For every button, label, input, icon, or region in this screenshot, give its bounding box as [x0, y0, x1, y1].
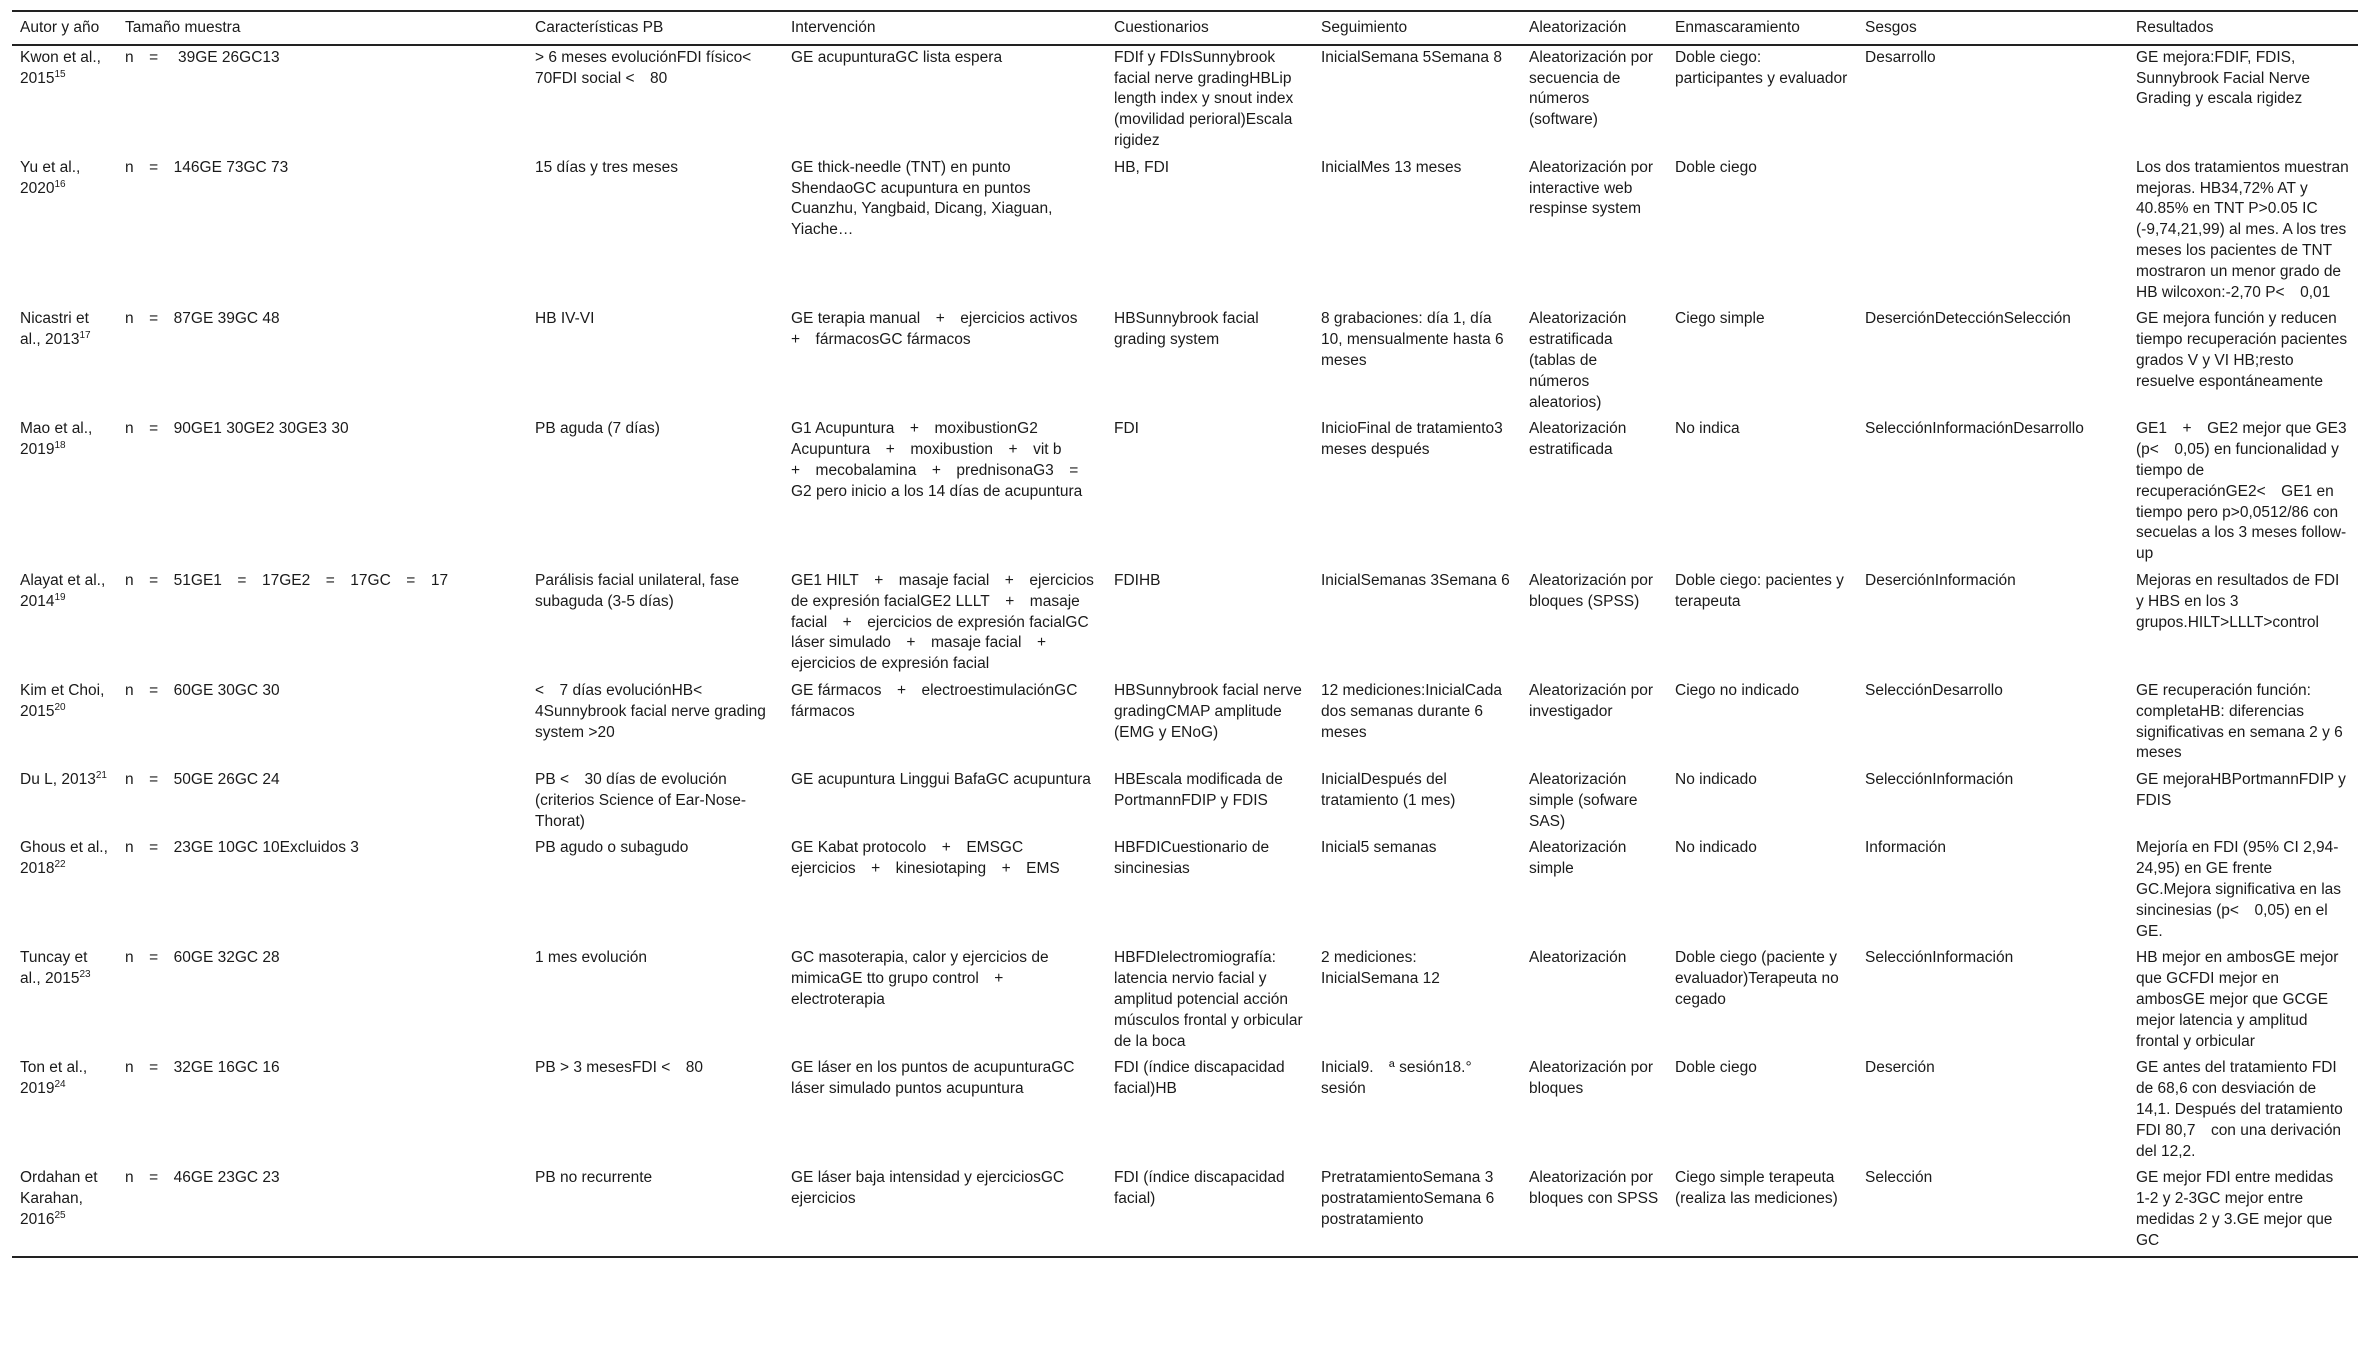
header-author: Autor y año — [20, 19, 100, 36]
header-intervention: Intervención — [791, 19, 876, 36]
cell-followup: InicioFinal de tratamiento3 meses después — [1321, 420, 1503, 459]
cell-pb: 15 días y tres meses — [535, 158, 679, 176]
cell-followup: 2 mediciones: InicialSemana 12 — [1321, 949, 1440, 988]
cell-followup: InicialMes 13 meses — [1321, 158, 1462, 176]
cell-intervention: GE terapia manual + ejercicios activos + fármacosGC fármacos — [791, 310, 1093, 349]
cell-results: GE recuperación función: completaHB: diferencias significativas en semana 2 y 6 meses — [2136, 681, 2343, 762]
cell-pb: PB no recurrente — [535, 1169, 653, 1187]
cell-intervention: GE láser baja intensidad y ejerciciosGC ejercicios — [791, 1169, 1065, 1208]
cell-bias: Deserción — [1865, 1059, 1935, 1077]
header-results: Resultados — [2136, 19, 2214, 36]
cell-intervention: G1 Acupuntura + moxibustionG2 Acupuntura + moxibustion + vit b + mecobalamina + prednisonaG3 = G2 pero inicio a los 14 días de acupuntura — [791, 420, 1094, 500]
cell-sample: n = 23GE 10GC 10Excluidos 3 — [125, 839, 359, 857]
cell-randomization: Aleatorización por bloques — [1529, 1059, 1654, 1098]
cell-results: GE1 + GE2 mejor que GE3 (p< 0,05) en funcionalidad y tiempo de recuperaciónGE2< GE1 en tiempo pero p>0,0512/86 con secuelas a los 3 meses follow-up — [2136, 420, 2347, 563]
studies-table — [12, 10, 2358, 1258]
cell-questionnaires: FDIHB — [1114, 571, 1161, 589]
table-row — [12, 569, 2358, 679]
cell-results: HB mejor en ambosGE mejor que GCFDI mejor en ambosGE mejor que GCGE mejor latencia y amplitud frontal y orbicular — [2136, 949, 2339, 1050]
cell-results: Los dos tratamientos muestran mejoras. HB34,72% AT y 40.85% en TNT P>0.05 IC (-9,74,21,99) al mes. A los tres meses los pacientes de TNT mostraron un menor grado de HB wilcoxon:-2,70 P< 0,01 — [2136, 158, 2349, 301]
cell-author: Mao et al., 2019$^{18}$ — [20, 420, 93, 459]
cell-intervention: GC masoterapia, calor y ejercicios de mimicaGE tto grupo control + electroterapia — [791, 949, 1049, 1009]
cell-questionnaires: FDI — [1114, 420, 1139, 438]
cell-randomization: Aleatorización por bloques (SPSS) — [1529, 571, 1654, 610]
cell-sample: n = 60GE 30GC 30 — [125, 681, 280, 699]
header-sample: Tamaño muestra — [125, 19, 241, 36]
cell-sample: n = 32GE 16GC 16 — [125, 1059, 280, 1077]
cell-questionnaires: HBEscala modificada de PortmannFDIP y FDIS — [1114, 771, 1283, 809]
cell-questionnaires: HB, FDI — [1114, 158, 1170, 176]
cell-randomization: Aleatorización simple (sofware SAS) — [1529, 771, 1638, 830]
cell-bias: Información — [1865, 839, 1946, 857]
cell-masking: No indica — [1675, 420, 1740, 438]
cell-bias: Selección — [1865, 1169, 1933, 1187]
table-row — [12, 836, 2358, 946]
cell-questionnaires: FDIf y FDIsSunnybrook facial nerve gradingHBLip length index y snout index (movilidad perioral)Escala rigidez — [1114, 48, 1294, 149]
cell-author: Ton et al., 2019$^{24}$ — [20, 1059, 88, 1098]
table-row — [12, 1056, 2358, 1166]
cell-results: Mejoría en FDI (95% CI 2,94-24,95) en GE frente GC.Mejora significativa en las sincinesias (p< 0,05) en el GE. — [2136, 839, 2342, 940]
cell-author: Ordahan et Karahan, 2016$^{25}$ — [20, 1169, 98, 1229]
cell-bias: Desarrollo — [1865, 48, 1936, 66]
cell-masking: Doble ciego — [1675, 158, 1757, 176]
cell-intervention: GE fármacos + electroestimulaciónGC fármacos — [791, 681, 1078, 720]
header-masking: Enmascaramiento — [1675, 19, 1800, 36]
cell-masking: Doble ciego (paciente y evaluador)Terapeuta no cegado — [1675, 949, 1839, 1009]
cell-pb: PB aguda (7 días) — [535, 420, 660, 438]
table-row — [12, 768, 2358, 836]
header-questionnaires: Cuestionarios — [1114, 19, 1209, 36]
table-row — [12, 45, 2358, 156]
header-followup: Seguimiento — [1321, 19, 1408, 36]
header-randomization: Aleatorización — [1529, 19, 1627, 36]
table-row — [12, 417, 2358, 569]
cell-followup: Inicial5 semanas — [1321, 839, 1437, 857]
cell-bias — [1857, 156, 2128, 308]
cell-masking: Ciego simple terapeuta (realiza las mediciones) — [1675, 1169, 1838, 1208]
cell-pb: PB > 3 mesesFDI < 80 — [535, 1059, 703, 1077]
cell-intervention: GE acupuntura Linggui BafaGC acupuntura — [791, 771, 1091, 789]
cell-masking: Doble ciego — [1675, 1059, 1757, 1077]
cell-bias: DeserciónDetecciónSelección — [1865, 310, 2071, 328]
cell-masking: Ciego no indicado — [1675, 681, 1800, 699]
cell-masking: Doble ciego: pacientes y terapeuta — [1675, 571, 1844, 610]
table-row — [12, 307, 2358, 417]
cell-questionnaires: HBSunnybrook facial grading system — [1114, 310, 1259, 349]
cell-randomization: Aleatorización por bloques con SPSS — [1529, 1169, 1659, 1208]
cell-pb: HB IV-VI — [535, 310, 595, 328]
cell-masking: Ciego simple — [1675, 310, 1765, 328]
cell-followup: 8 grabaciones: día 1, día 10, mensualmente hasta 6 meses — [1321, 310, 1504, 369]
cell-results: GE mejora función y reducen tiempo recuperación pacientes grados V y VI HB;resto resuelve espontáneamente — [2136, 310, 2348, 390]
header-row — [12, 11, 2358, 45]
cell-followup: InicialSemana 5Semana 8 — [1321, 48, 1502, 66]
cell-sample: n = 46GE 23GC 23 — [125, 1169, 280, 1187]
cell-questionnaires: HBSunnybrook facial nerve gradingCMAP amplitude (EMG y ENoG) — [1114, 681, 1302, 741]
cell-followup: InicialDespués del tratamiento (1 mes) — [1321, 771, 1456, 809]
cell-author: Tuncay et al., 2015$^{23}$ — [20, 949, 91, 988]
cell-questionnaires: FDI (índice discapacidad facial) — [1114, 1169, 1285, 1208]
table-row — [12, 156, 2358, 308]
cell-pb: Parálisis facial unilateral, fase subaguda (3-5 días) — [535, 571, 740, 610]
cell-randomization: Aleatorización estratificada (tablas de números aleatorios) — [1529, 310, 1627, 411]
cell-masking: No indicado — [1675, 839, 1757, 857]
cell-pb: > 6 meses evoluciónFDI físico< 70FDI social < 80 — [535, 48, 767, 87]
cell-randomization: Aleatorización por interactive web respinse system — [1529, 158, 1654, 218]
cell-followup: PretratamientoSemana 3 postratamientoSemana 6 postratamiento — [1321, 1169, 1495, 1229]
cell-sample: n = 39GE 26GC13 — [125, 48, 280, 66]
cell-intervention: GE Kabat protocolo + EMSGC ejercicios + kinesiotaping + EMS — [791, 839, 1060, 878]
cell-followup: Inicial9. ª sesión18.° sesión — [1321, 1059, 1472, 1098]
cell-followup: 12 mediciones:InicialCada dos semanas durante 6 meses — [1321, 681, 1502, 741]
cell-questionnaires: HBFDICuestionario de sincinesias — [1114, 839, 1270, 878]
cell-author: Kim et Choi, 2015$^{20}$ — [20, 681, 105, 720]
header-bias: Sesgos — [1865, 19, 1917, 36]
cell-bias: SelecciónInformaciónDesarrollo — [1865, 420, 2084, 438]
cell-author: Alayat et al., 2014$^{19}$ — [20, 571, 106, 610]
cell-questionnaires: HBFDIelectromiografía: latencia nervio facial y amplitud potencial acción músculos frontal y orbicular de la boca — [1114, 949, 1303, 1050]
cell-intervention: GE1 HILT + masaje facial + ejercicios de expresión facialGE2 LLLT + masaje facial + ejercicios de expresión facialGC láser simulado + masaje facial + ejercicios de expresión facial — [791, 571, 1094, 673]
cell-sample: n = 60GE 32GC 28 — [125, 949, 280, 967]
cell-bias: SelecciónInformación — [1865, 949, 2014, 967]
cell-followup: InicialSemanas 3Semana 6 — [1321, 571, 1510, 589]
cell-results: GE mejor FDI entre medidas 1-2 y 2-3GC mejor entre medidas 2 y 3.GE mejor que GC — [2136, 1169, 2334, 1249]
cell-randomization: Aleatorización simple — [1529, 839, 1627, 878]
cell-intervention: GE acupunturaGC lista espera — [791, 48, 1003, 66]
cell-author: Du L, 2013$^{21}$ — [20, 769, 107, 789]
cell-sample: n = 87GE 39GC 48 — [125, 310, 280, 328]
cell-pb: PB agudo o subagudo — [535, 839, 689, 857]
cell-intervention: GE thick-needle (TNT) en punto ShendaoGC acupuntura en puntos Cuanzhu, Yangbaid, Dicang, Xiaguan, Yiache… — [791, 158, 1053, 239]
cell-pb: 1 mes evolución — [535, 949, 648, 967]
cell-author: Yu et al., 2020$^{16}$ — [20, 158, 81, 197]
cell-results: GE mejora:FDIF, FDIS, Sunnybrook Facial Nerve Grading y escala rigidez — [2136, 48, 2311, 108]
cell-masking: No indicado — [1675, 771, 1757, 789]
cell-bias: DeserciónInformación — [1865, 571, 2016, 589]
cell-author: Ghous et al., 2018$^{22}$ — [20, 839, 108, 878]
cell-intervention: GE láser en los puntos de acupunturaGC láser simulado puntos acupuntura — [791, 1059, 1075, 1098]
cell-sample: n = 51GE1 = 17GE2 = 17GC = 17 — [125, 571, 449, 589]
table-container — [12, 10, 2358, 1258]
cell-author: Nicastri et al., 2013$^{17}$ — [20, 310, 91, 349]
cell-pb: PB < 30 días de evolución (criterios Science of Ear-Nose-Thorat) — [535, 771, 747, 830]
cell-randomization: Aleatorización estratificada — [1529, 420, 1627, 459]
cell-bias: SelecciónDesarrollo — [1865, 681, 2003, 699]
table-row — [12, 1166, 2358, 1256]
cell-author: Kwon et al., 2015$^{15}$ — [20, 48, 101, 87]
cell-sample: n = 90GE1 30GE2 30GE3 30 — [125, 420, 349, 438]
table-row — [12, 679, 2358, 768]
cell-results: GE mejoraHBPortmannFDIP y FDIS — [2136, 771, 2346, 809]
cell-results: GE antes del tratamiento FDI de 68,6 con desviación de 14,1. Después del tratamiento FDI 80,7 con una derivación del 12,2. — [2136, 1059, 2343, 1160]
cell-pb: < 7 días evoluciónHB< 4Sunnybrook facial nerve grading system >20 — [535, 681, 766, 741]
cell-randomization: Aleatorización — [1529, 949, 1627, 967]
cell-sample: n = 146GE 73GC 73 — [125, 158, 289, 176]
cell-results: Mejoras en resultados de FDI y HBS en los 3 grupos.HILT>LLLT>control — [2136, 571, 2340, 631]
cell-randomization: Aleatorización por investigador — [1529, 681, 1654, 720]
cell-masking: Doble ciego: participantes y evaluador — [1675, 48, 1848, 87]
cell-questionnaires: FDI (índice discapacidad facial)HB — [1114, 1059, 1285, 1098]
header-pb: Características PB — [535, 19, 664, 36]
cell-randomization: Aleatorización por secuencia de números (software) — [1529, 48, 1654, 129]
cell-bias: SelecciónInformación — [1865, 771, 2014, 789]
cell-sample: n = 50GE 26GC 24 — [125, 771, 280, 789]
table-row — [12, 946, 2358, 1056]
